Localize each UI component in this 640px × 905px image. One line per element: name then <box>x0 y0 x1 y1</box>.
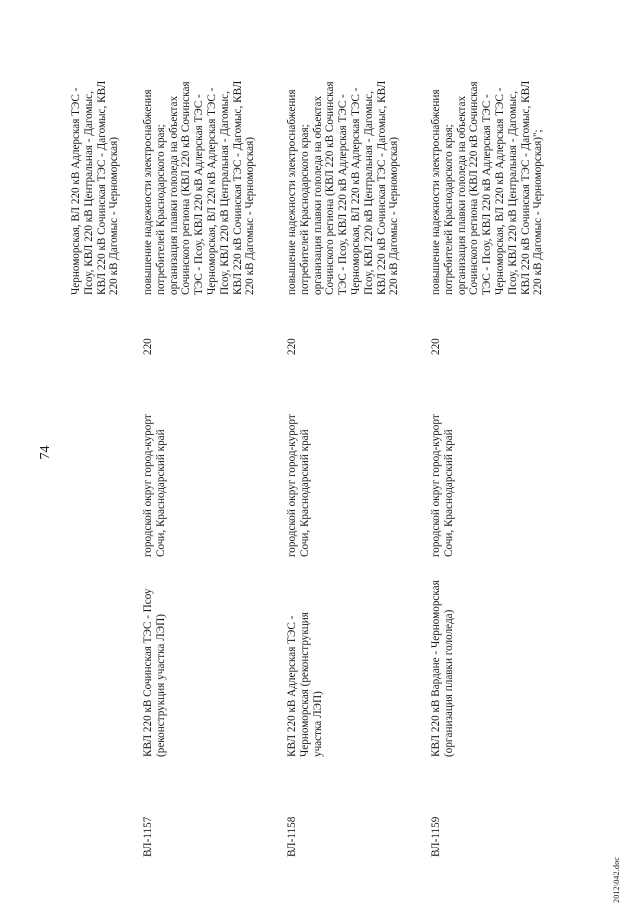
row-purpose-line: Псоу, КВЛ 220 кВ Центральная - Дагомыс, <box>218 91 231 295</box>
document-file-code: 2012\042.doc <box>612 856 621 903</box>
row-object-name-line: Черноморская (реконструкция <box>298 612 311 757</box>
row-purpose-line: организация плавки гололеда на объектах <box>311 95 324 295</box>
continuation-line: 220 кВ Дагомыс - Черноморская) <box>108 137 121 295</box>
continuation-line: КВЛ 220 кВ Сочинская ТЭС - Дагомыс, КВЛ <box>95 80 108 295</box>
row-location <box>142 377 168 557</box>
row-purpose-line: Псоу, КВЛ 220 кВ Центральная - Дагомыс, <box>362 91 375 295</box>
row-object-name-line: участка ЛЭП) <box>311 691 324 757</box>
row-location <box>286 377 312 557</box>
row-purpose-line: Псоу, КВЛ 220 кВ Центральная - Дагомыс, <box>506 91 519 295</box>
row-purpose-line: Сочинского региона (КВЛ 220 кВ Сочинская <box>468 81 481 295</box>
row-object-name-line: (реконструкция участка ЛЭП) <box>154 614 167 757</box>
row-object-name-line: КВЛ 220 кВ Сочинская ТЭС - Псоу <box>142 588 154 757</box>
continuation-text <box>70 79 121 295</box>
row-location-line: городской округ город-курорт <box>430 414 442 557</box>
row-purpose-line: организация плавки гололеда на объектах <box>455 95 468 295</box>
row-purpose-line: ТЭС - Псоу, КВЛ 220 кВ Адлерская ТЭС - <box>481 94 494 295</box>
row-purpose-line: Черноморская, ВЛ 220 кВ Адлерская ТЭС - <box>493 87 506 295</box>
row-location-line: Сочи, Краснодарский край <box>298 429 311 557</box>
row-id: ВЛ-1157 <box>142 816 154 857</box>
row-purpose-line: Сочинского региона (КВЛ 220 кВ Сочинская <box>324 81 337 295</box>
row-purpose-line: ТЭС - Псоу, КВЛ 220 кВ Адлерская ТЭС - <box>337 94 350 295</box>
row-voltage: 220 <box>286 338 298 355</box>
row-purpose-line: КВЛ 220 кВ Сочинская ТЭС - Дагомыс, КВЛ <box>231 80 244 295</box>
row-purpose <box>286 79 401 295</box>
continuation-line: Черноморская, ВЛ 220 кВ Адлерская ТЭС - <box>70 87 82 295</box>
row-voltage: 220 <box>142 338 154 355</box>
row-location-line: Сочи, Краснодарский край <box>154 429 167 557</box>
page-number: 74 <box>38 445 53 460</box>
row-purpose-line: повышение надежности электроснабжения <box>142 89 154 295</box>
row-purpose-line: 220 кВ Дагомыс - Черноморская) <box>244 137 257 295</box>
row-purpose-line: повышение надежности электроснабжения <box>430 89 442 295</box>
continuation-line: Псоу, КВЛ 220 кВ Центральная - Дагомыс, <box>82 91 95 295</box>
row-purpose-line: организация плавки гололеда на объектах <box>167 95 180 295</box>
row-location-line: городской округ город-курорт <box>286 414 298 557</box>
row-purpose-line: потребителей Краснодарского края; <box>442 124 455 295</box>
row-id: ВЛ-1158 <box>286 816 298 857</box>
row-purpose <box>430 79 545 295</box>
row-purpose-line: Сочинского региона (КВЛ 220 кВ Сочинская <box>180 81 193 295</box>
row-location-line: городской округ город-курорт <box>142 414 154 557</box>
row-location <box>430 377 456 557</box>
row-purpose-line: Черноморская, ВЛ 220 кВ Адлерская ТЭС - <box>349 87 362 295</box>
row-voltage: 220 <box>430 338 442 355</box>
row-object-name-line: КВЛ 220 кВ Вардане - Черноморская <box>430 580 442 757</box>
row-purpose-line: потребителей Краснодарского края; <box>298 124 311 295</box>
row-purpose-line: КВЛ 220 кВ Сочинская ТЭС - Дагомыс, КВЛ <box>375 80 388 295</box>
row-location-line: Сочи, Краснодарский край <box>442 429 455 557</box>
row-object-name <box>430 577 456 757</box>
row-purpose-line: потребителей Краснодарского края; <box>154 124 167 295</box>
row-purpose-line: 220 кВ Дагомыс - Черноморская)"; <box>532 129 545 295</box>
row-object-name-line: (организация плавки гололеда) <box>442 609 455 757</box>
row-purpose-line: КВЛ 220 кВ Сочинская ТЭС - Дагомыс, КВЛ <box>519 80 532 295</box>
row-purpose-line: 220 кВ Дагомыс - Черноморская) <box>388 137 401 295</box>
row-object-name <box>142 577 168 757</box>
row-purpose-line: Черноморская, ВЛ 220 кВ Адлерская ТЭС - <box>205 87 218 295</box>
row-id: ВЛ-1159 <box>430 816 442 857</box>
row-object-name-line: КВЛ 220 кВ Адлерская ТЭС - <box>286 615 298 757</box>
row-purpose-line: ТЭС - Псоу, КВЛ 220 кВ Адлерская ТЭС - <box>193 94 206 295</box>
row-object-name <box>286 577 324 757</box>
row-purpose-line: повышение надежности электроснабжения <box>286 89 298 295</box>
row-purpose <box>142 79 257 295</box>
